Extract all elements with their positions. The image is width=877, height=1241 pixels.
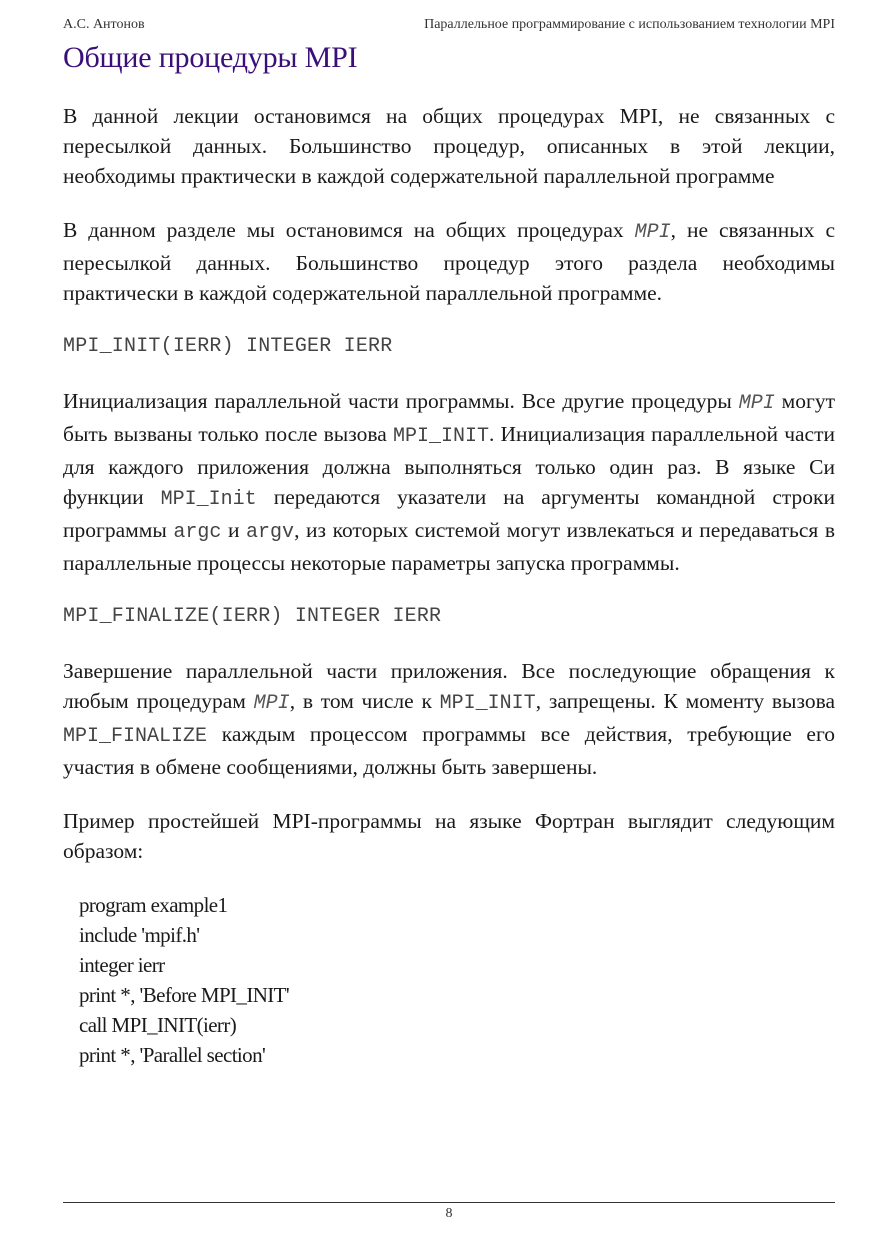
page-number: 8 — [445, 1206, 453, 1221]
footer-rule — [63, 1202, 835, 1203]
running-header — [63, 17, 835, 35]
code-line: print *, 'Parallel section' — [79, 1043, 266, 1067]
inline-code: argv — [246, 521, 295, 544]
inline-code: MPI_Init — [160, 488, 257, 511]
inline-code: argc — [173, 521, 222, 544]
code-listing — [63, 890, 835, 1070]
mpi-term: MPI — [738, 392, 775, 415]
code-line: call MPI_INIT(ierr) — [79, 1013, 237, 1037]
example-intro: Пример простейшей MPI-программы на языке Фортран выглядит следующим образом: — [63, 809, 835, 863]
mpi-term: MPI — [253, 692, 290, 715]
mpi-finalize-description: Завершение параллельной части приложения. Все последующие обращения к любым процедурам MPI, в том числе к MPI_INIT, запрещены. К моменту вызова MPI_FINALIZE каждым процессом программы все действия, требующие его участия в обмене сообщениями, должны быть завершены. — [63, 659, 836, 779]
mpi-term: MPI — [634, 221, 671, 244]
code-line: integer ierr — [79, 953, 165, 977]
header-author: А.С. Антонов — [63, 17, 145, 32]
inline-code: MPI_INIT — [392, 425, 489, 448]
header-book-title: Параллельное программирование с использованием технологии MPI — [424, 17, 835, 32]
document-page — [63, 0, 835, 1241]
inline-code: MPI_INIT — [439, 692, 536, 715]
code-line: include 'mpif.h' — [79, 923, 200, 947]
mpi-finalize-signature: MPI_FINALIZE(IERR) INTEGER IERR — [63, 605, 442, 628]
mpi-init-description: Инициализация параллельной части программы. Все другие процедуры MPI могут быть вызваны только после вызова MPI_INIT. Инициализация параллельной части для каждого приложения должна выполняться только один раз. В языке Си функции MPI_Init передаются указатели на аргументы командной строки программы argc и argv, из которых системой могут извлекаться и передаваться в параллельные процессы некоторые параметры запуска программы. — [63, 389, 835, 575]
inline-code: MPI_FINALIZE — [63, 725, 208, 748]
page-content — [63, 101, 835, 1070]
mpi-init-signature: MPI_INIT(IERR) INTEGER IERR — [63, 335, 393, 358]
code-line: print *, 'Before MPI_INIT' — [79, 983, 290, 1007]
section-paragraph: В данном разделе мы остановимся на общих процедурах MPI, не связанных с пересылкой данных. Большинство процедур этого раздела необходимы практически в каждой содержательной параллельной программе. — [63, 218, 836, 305]
page-title: Общие процедуры MPI — [63, 41, 358, 74]
intro-paragraph: В данной лекции остановимся на общих процедурах MPI, не связанных с пересылкой данных. Большинство процедур, описанных в этой лекции, необходимы практически в каждой содержательной параллельной программе — [63, 104, 835, 188]
code-line: program example1 — [79, 893, 228, 917]
